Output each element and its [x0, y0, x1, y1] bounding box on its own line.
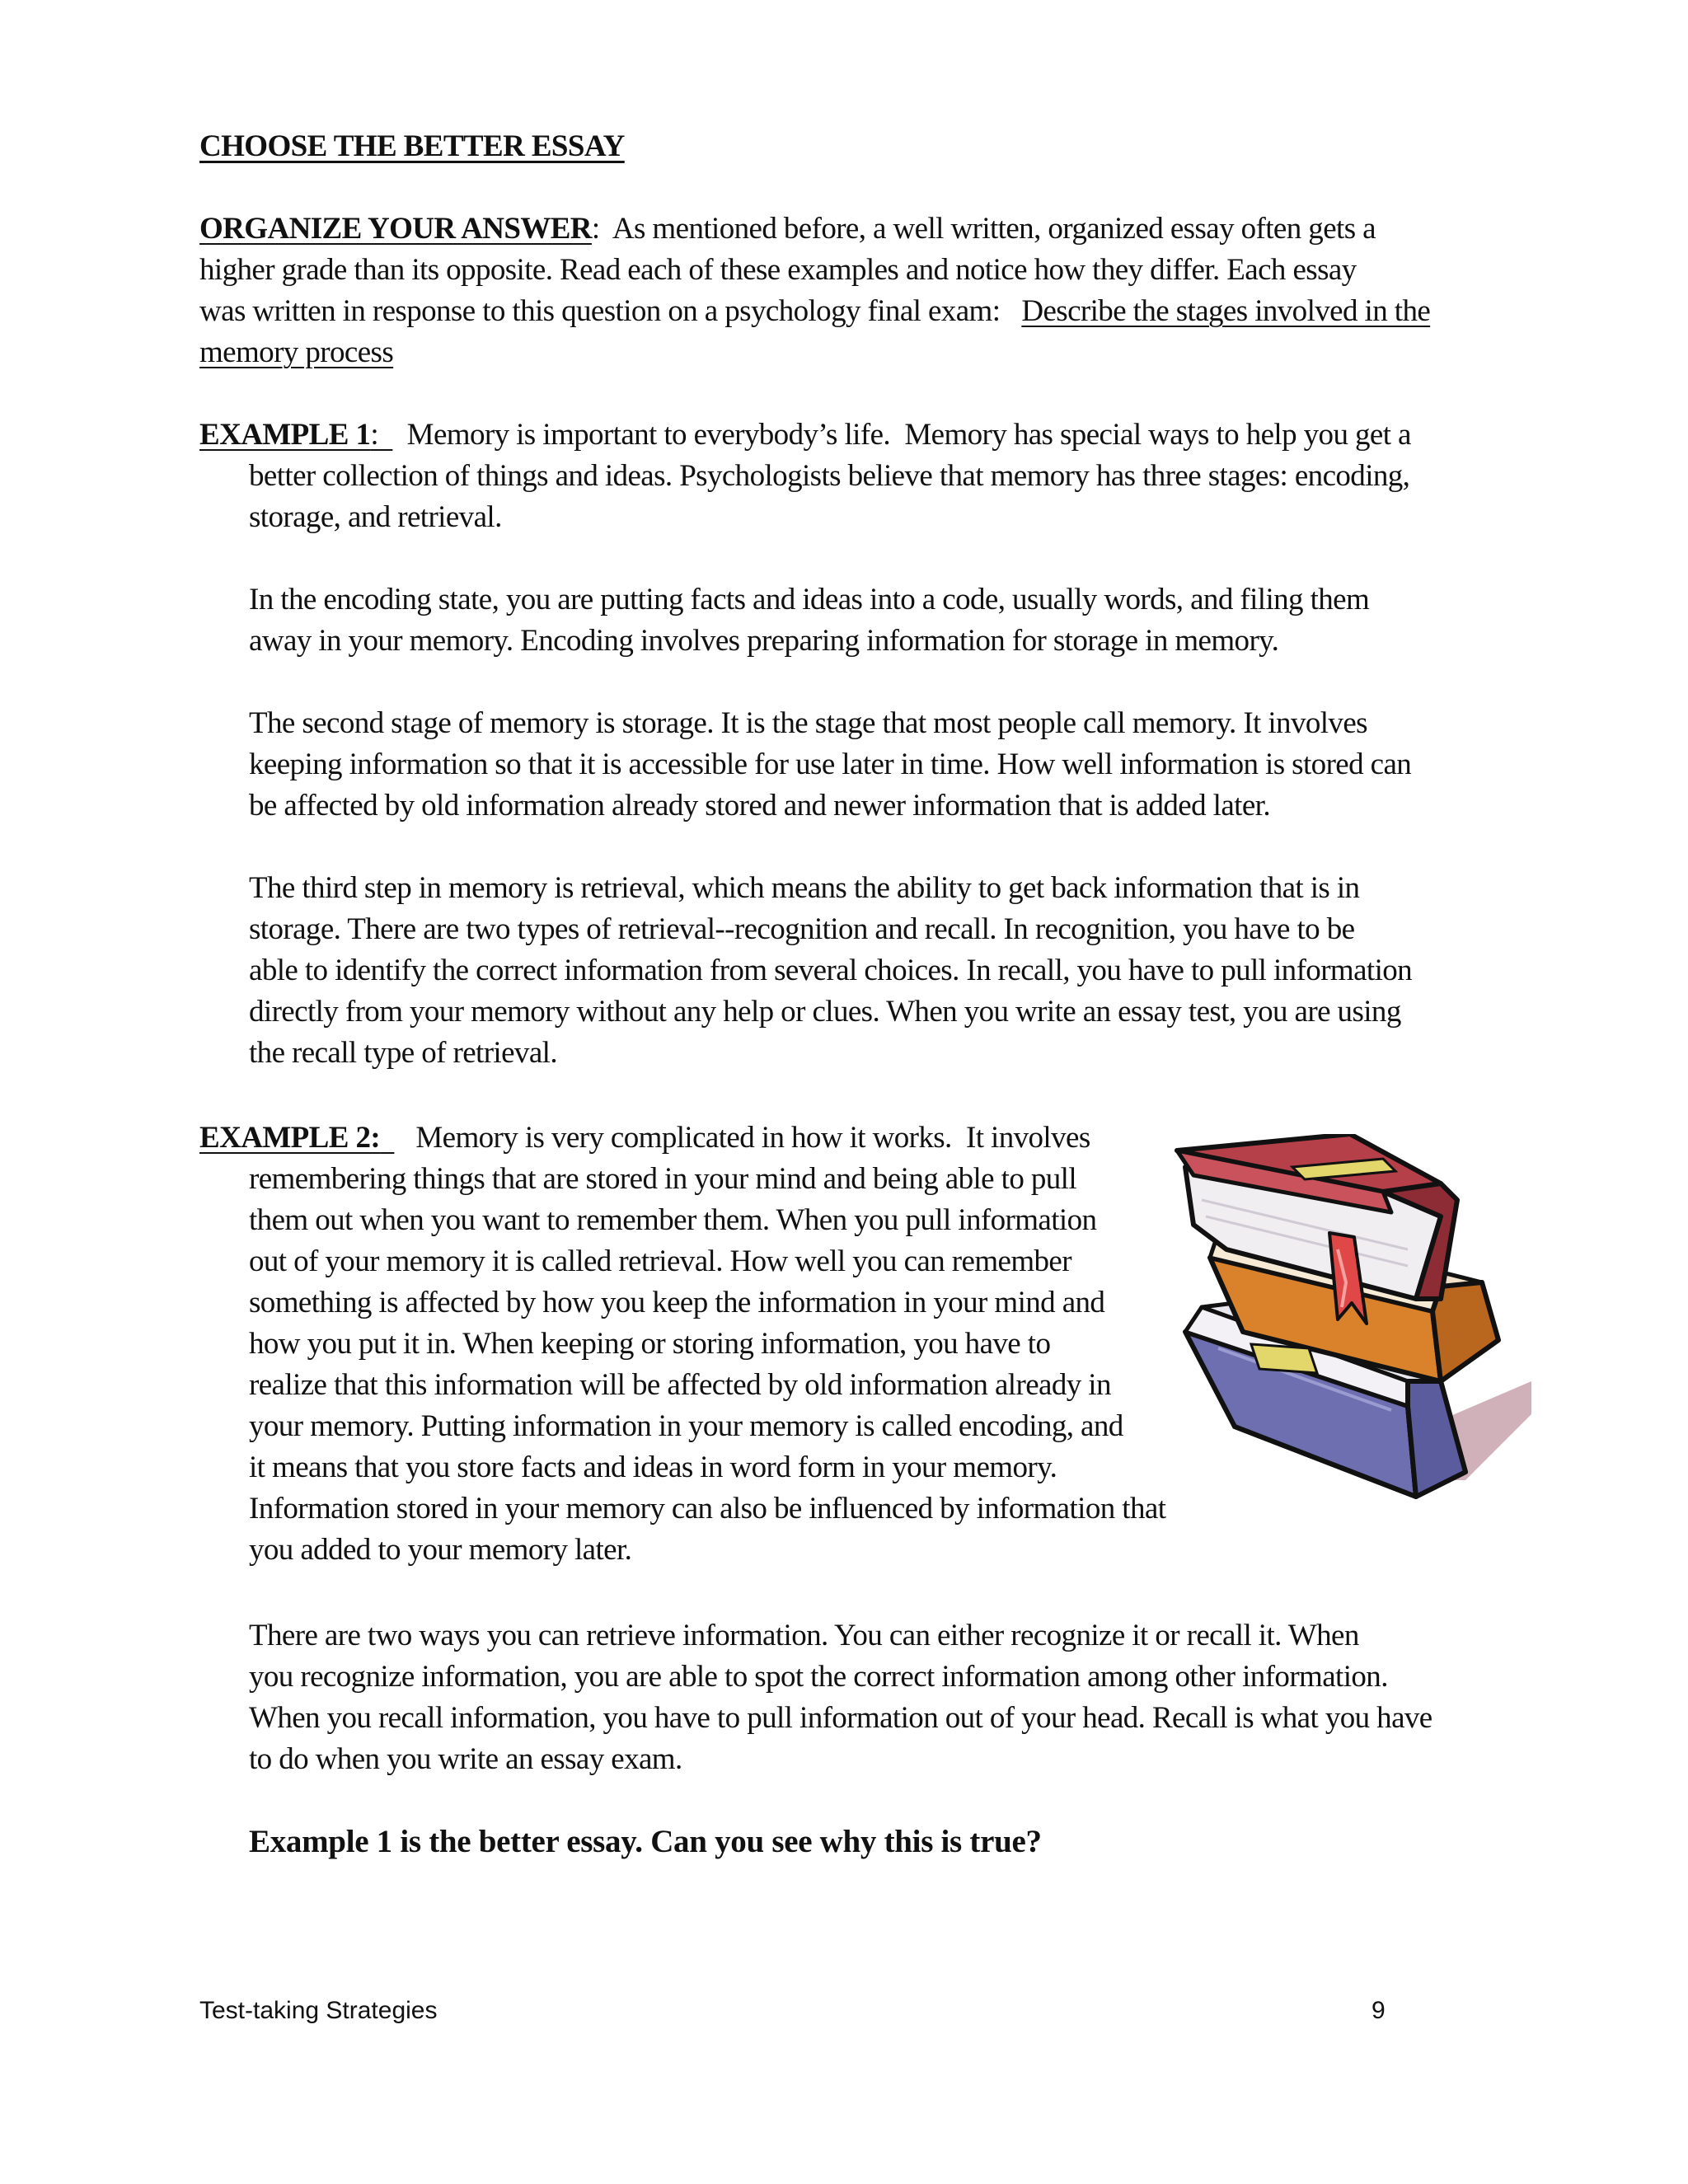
example1-colon: : — [370, 418, 379, 452]
organize-paragraph-line-1 — [199, 209, 1376, 250]
example2-line: There are two ways you can retrieve information. You can either recognize it or recall it. When — [249, 1619, 1359, 1652]
example2-intro-text: Memory is very complicated in how it works. It involves — [394, 1121, 1090, 1155]
example1-line: the recall type of retrieval. — [249, 1036, 557, 1070]
example1-line: The second stage of memory is storage. It is the stage that most people call memory. It involves — [249, 706, 1367, 740]
example2-line: Information stored in your memory can also be influenced by information that — [249, 1492, 1166, 1526]
example2-line: realize that this information will be affected by old information already in — [249, 1368, 1111, 1402]
example2-intro-line — [199, 1118, 1090, 1159]
footer-title: Test-taking Strategies — [199, 1997, 438, 2024]
stack-of-books-icon — [1169, 1134, 1540, 1521]
example1-intro-line — [199, 415, 1411, 456]
example2-line: how you put it in. When keeping or storing information, you have to — [249, 1327, 1051, 1361]
example2-line: you added to your memory later. — [249, 1533, 632, 1567]
organize-paragraph-line-2: higher grade than its opposite. Read each of these examples and notice how they differ. Each essay — [199, 253, 1357, 287]
example2-line: them out when you want to remember them. When you pull information — [249, 1203, 1097, 1237]
example2-line: out of your memory it is called retrieval. How well you can remember — [249, 1244, 1071, 1278]
example1-line: away in your memory. Encoding involves preparing information for storage in memory. — [249, 624, 1279, 658]
organize-line1-text: As mentioned before, a well written, organized essay often gets a — [599, 212, 1376, 246]
example2-line: remembering things that are stored in your mind and being able to pull — [249, 1162, 1077, 1196]
example1-label: EXAMPLE 1 — [199, 418, 371, 452]
example2-label: EXAMPLE 2: — [199, 1121, 381, 1155]
example1-line: directly from your memory without any help or clues. When you write an essay test, you are using — [249, 995, 1401, 1029]
organize-paragraph-line-4 — [199, 332, 393, 373]
organize-label: ORGANIZE YOUR ANSWER — [199, 212, 592, 246]
example2-line: it means that you store facts and ideas in word form in your memory. — [249, 1451, 1057, 1484]
example1-line: storage. There are two types of retrieval--recognition and recall. In recognition, you have to be — [249, 912, 1355, 946]
example1-line: better collection of things and ideas. Psychologists believe that memory has three stages: encoding, — [249, 459, 1410, 493]
essay-question-part-1: Describe the stages involved in the — [1021, 294, 1431, 328]
page-title: CHOOSE THE BETTER ESSAY — [199, 129, 625, 163]
organize-line3-text: was written in response to this question on a psychology final exam: — [199, 294, 1022, 328]
example2-line: your memory. Putting information in your memory is called encoding, and — [249, 1409, 1123, 1443]
example2-line: When you recall information, you have to pull information out of your head. Recall is what you have — [249, 1701, 1432, 1735]
example2-line: something is affected by how you keep the information in your mind and — [249, 1286, 1105, 1319]
organize-paragraph-line-3 — [199, 291, 1430, 332]
example2-line: you recognize information, you are able to spot the correct information among other information. — [249, 1660, 1388, 1694]
example1-line: The third step in memory is retrieval, which means the ability to get back information that is in — [249, 871, 1360, 905]
example1-intro-text: Memory is important to everybody’s life. Memory has special ways to help you get a — [392, 418, 1411, 452]
example1-line: be affected by old information already stored and newer information that is added later. — [249, 789, 1271, 823]
example1-line: able to identify the correct information from several choices. In recall, you have to pull information — [249, 954, 1413, 987]
example2-line: to do when you write an essay exam. — [249, 1742, 682, 1776]
essay-question-part-2: memory process — [199, 335, 394, 369]
organize-colon: : — [591, 212, 600, 246]
example1-line: storage, and retrieval. — [249, 500, 502, 534]
example1-line: In the encoding state, you are putting facts and ideas into a code, usually words, and filing them — [249, 583, 1370, 616]
example1-line: keeping information so that it is accessible for use later in time. How well information is stored can — [249, 748, 1412, 781]
closing-question: Example 1 is the better essay. Can you see why this is true? — [249, 1824, 1042, 1859]
page-number: 9 — [1372, 1997, 1386, 2024]
